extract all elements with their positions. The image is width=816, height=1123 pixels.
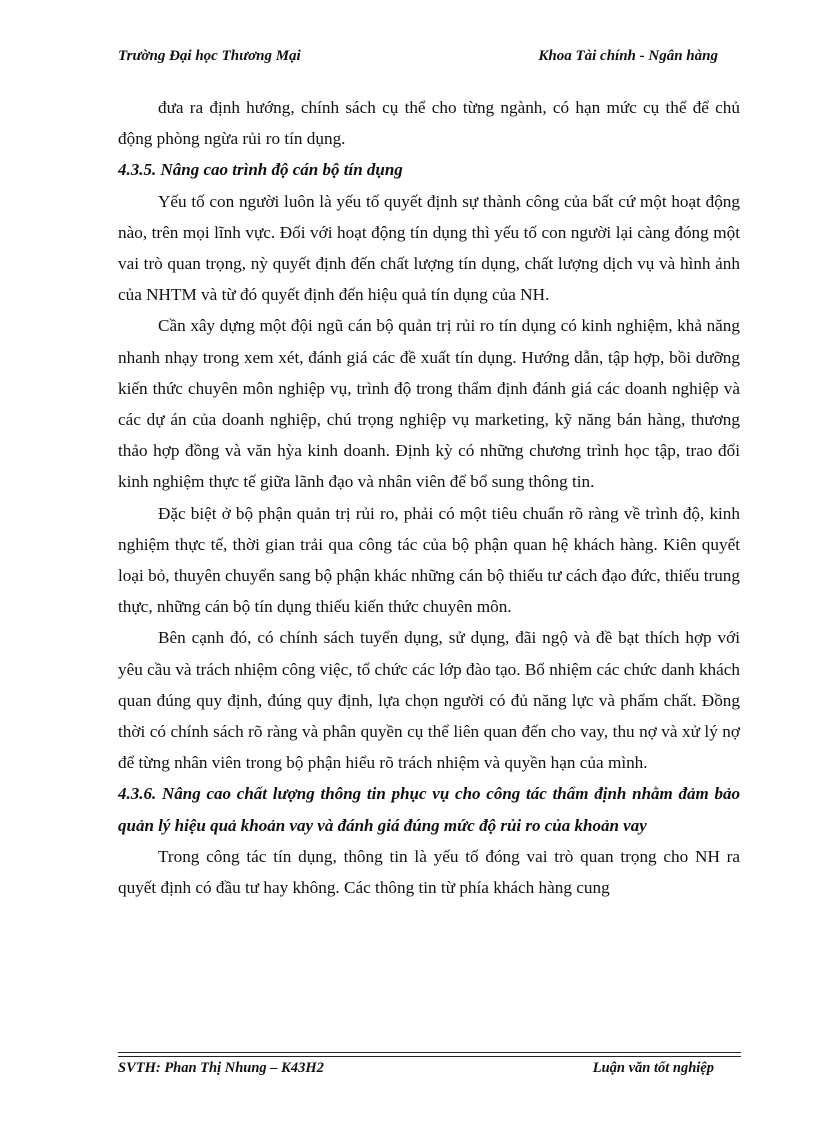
- page-header: [118, 48, 718, 70]
- footer-student: SVTH: Phan Thị Nhung – K43H2: [118, 1060, 324, 1076]
- paragraph-risk-standards: Đặc biệt ở bộ phận quản trị rủi ro, phải có một tiêu chuẩn rõ ràng về trình độ, kinh nghiệm thực tế, thời gian trải qua công tác của bộ phận quan hệ khách hàng. Kiên quyết loại bỏ, thuyên chuyển sang bộ phận khác những cán bộ thiếu tư cách đạo đức, thiếu trung thực, những cán bộ tín dụng thiếu kiến thức chuyên môn.: [118, 503, 740, 617]
- header-faculty: Khoa Tài chính - Ngân hàng: [538, 48, 718, 64]
- footer-rule-bottom: [118, 1056, 741, 1057]
- paragraph-information: Trong công tác tín dụng, thông tin là yếu tố đóng vai trò quan trọng cho NH ra quyết định có đầu tư hay không. Các thông tin từ phía khách hàng cung: [118, 846, 740, 898]
- page-footer: [118, 1060, 714, 1082]
- section-heading-4-3-6: 4.3.6. Nâng cao chất lượng thông tin phục vụ cho công tác thẩm định nhằm đảm bảo quản lý hiệu quả khoản vay và đánh giá đúng mức độ rủi ro của khoản vay: [118, 784, 740, 835]
- footer-rule-top: [118, 1052, 741, 1053]
- paragraph-intro: đưa ra định hướng, chính sách cụ thể cho từng ngành, có hạn mức cụ thể để chủ động phòng ngừa rủi ro tín dụng.: [118, 98, 740, 149]
- paragraph-staff-training: Cần xây dựng một đội ngũ cán bộ quản trị rủi ro tín dụng có kinh nghiệm, khả năng nhanh nhạy trong xem xét, đánh giá các đề xuất tín dụng. Hướng dẫn, tập hợp, bồi dưỡng kiến thức chuyên môn nghiệp vụ, trình độ trong thẩm định đánh giá các doanh nghiệp và các dự án của doanh nghiệp, chú trọng nghiệp vụ marketing, kỹ năng bán hàng, thương thảo hợp đồng và văn hỳa kinh doanh. Định kỳ có những chương trình học tập, trao đổi kinh nghiệm thực tế giữa lãnh đạo và nhân viên để bổ sung thông tin.: [118, 316, 740, 492]
- paragraph-human-factor: Yếu tố con người luôn là yếu tố quyết định sự thành công của bất cứ một hoạt động nào, trên mọi lĩnh vực. Đối với hoạt động tín dụng thì yếu tố con người lại càng đóng một vai trò quan trọng, nỳ quyết định đến chất lượng tín dụng, chất lượng dịch vụ và hình ảnh của NHTM và từ đó quyết định đến hiệu quả tín dụng của NH.: [118, 191, 740, 305]
- paragraph-hr-policy: Bên cạnh đó, có chính sách tuyển dụng, sử dụng, đãi ngộ và đề bạt thích hợp với yêu cầu và trách nhiệm công việc, tổ chức các lớp đào tạo. Bổ nhiệm các chức danh khách quan đúng quy định, đúng quy định, lựa chọn người có đủ năng lực và phẩm chất. Đồng thời có chính sách rõ ràng và phân quyền cụ thể liên quan đến cho vay, thu nợ và xử lý nợ để từng nhân viên trong bộ phận hiểu rõ trách nhiệm và quyền hạn của mình.: [118, 628, 740, 773]
- header-university: Trường Đại học Thương Mại: [118, 48, 301, 64]
- footer-thesis-label: Luận văn tốt nghiệp: [592, 1060, 714, 1076]
- document-body: [118, 92, 740, 903]
- section-heading-4-3-5: 4.3.5. Nâng cao trình độ cán bộ tín dụng: [118, 160, 403, 180]
